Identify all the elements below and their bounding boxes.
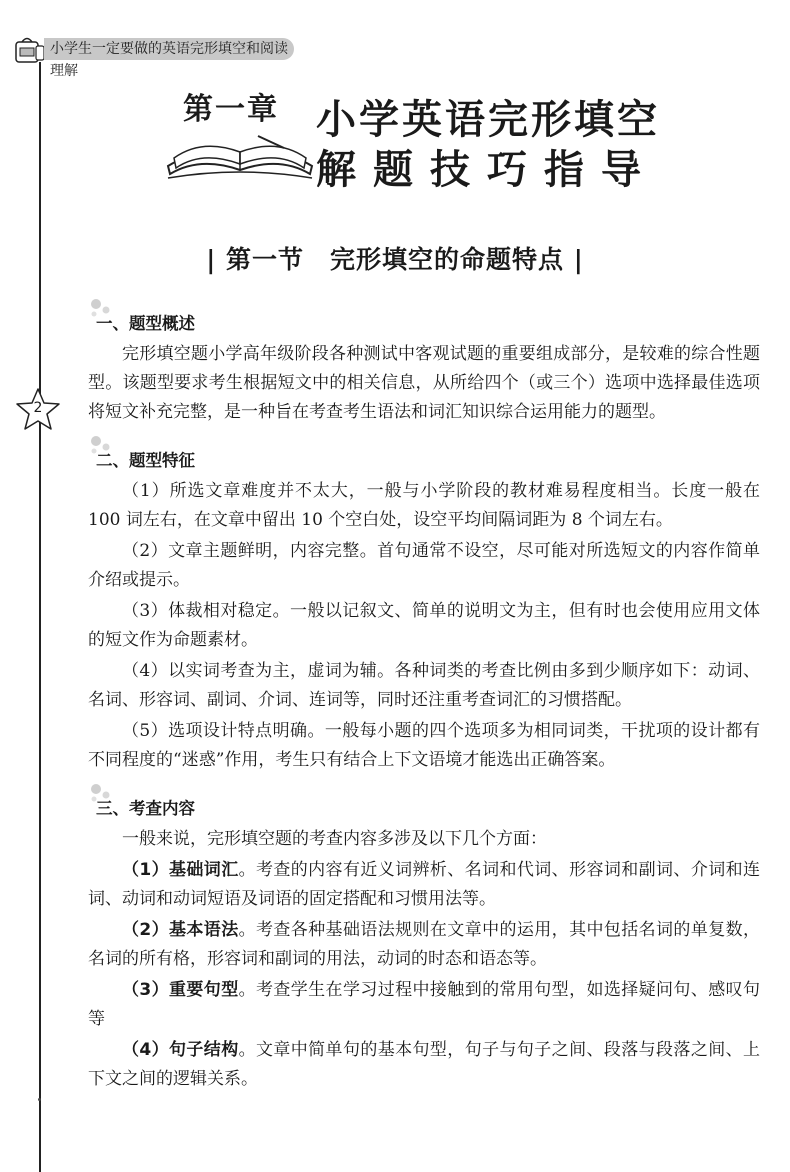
list-item: （4）以实词考查为主，虚词为辅。各种词类的考查比例由多到少顺序如下：动词、名词、形容词、副词、介词、连词等，同时还注重考查词汇的习惯搭配。	[88, 661, 760, 710]
decorative-dots-icon	[88, 435, 116, 459]
margin-dot	[38, 1098, 41, 1101]
list-item	[88, 1036, 760, 1094]
list-item: （3）体裁相对稳定。一般以记叙文、简单的说明文为主，但有时也会使用应用文体的短文作为命题素材。	[88, 601, 760, 650]
page-number: 2	[33, 400, 43, 416]
section-block-3	[88, 795, 760, 1094]
margin-line	[39, 62, 41, 1172]
section-block-2	[88, 447, 760, 775]
list-item	[88, 856, 760, 914]
running-title: 小学生一定要做的英语完形填空和阅读理解	[44, 38, 294, 60]
chapter-title-line1: 小学英语完形填空	[316, 97, 660, 143]
running-header	[8, 34, 308, 79]
chapter-label: 第一章	[183, 92, 279, 127]
list-item: （2）文章主题鲜明，内容完整。首句通常不设空，尽可能对所选短文的内容作简单介绍或提示。	[88, 541, 760, 590]
list-item: （5）选项设计特点明确。一般每小题的四个选项多为相同词类，干扰项的设计都有不同程度的“迷惑”作用，考生只有结合上下文语境才能选出正确答案。	[88, 721, 760, 770]
heading-overview: 一、题型概述	[96, 314, 195, 333]
paragraph-intro: 一般来说，完形填空题的考查内容多涉及以下几个方面：	[122, 829, 547, 849]
item-lead: （4）句子结构	[122, 1040, 239, 1060]
heading-features: 二、题型特征	[96, 451, 195, 470]
schoolbag-icon	[12, 34, 46, 64]
section-block-1	[88, 310, 760, 427]
paragraph-overview: 完形填空题小学高年级阶段各种测试中客观试题的重要组成部分，是较难的综合性题型。该题型要求考生根据短文中的相关信息，从所给四个（或三个）选项中选择最佳选项将短文补充完整，是一种旨在考查考生语法和词汇知识综合运用能力的题型。	[88, 344, 760, 422]
item-text: 。考查各种基础语法规则在文章中的运用，其中包括名词的单复数，名词的所有格，形容词和副词的用法，动词的时态和语态等。	[88, 920, 760, 969]
body-content	[88, 310, 760, 1096]
list-item: （1）所选文章难度并不太大，一般与小学阶段的教材难易程度相当。长度一般在 100 词左右，在文章中留出 10 个空白处，设空平均间隔词距为 8 个词左右。	[88, 481, 760, 530]
item-lead: （1）基础词汇	[122, 860, 239, 880]
heading-content: 三、考查内容	[96, 799, 195, 818]
chapter-title-line2: 解题技巧指导	[316, 147, 658, 193]
item-text: 。考查的内容有近义词辨析、名词和代词、形容词和副词、介词和连词、动词和动词短语及词语的固定搭配和习惯用法等。	[88, 860, 760, 909]
section-heading: | 第一节 完形填空的命题特点 |	[206, 245, 584, 274]
decorative-dots-icon	[88, 783, 116, 807]
item-lead: （3）重要句型	[122, 980, 239, 1000]
decorative-dots-icon	[88, 298, 116, 322]
list-item	[88, 916, 760, 974]
item-lead: （2）基本语法	[122, 920, 239, 940]
list-item	[88, 976, 760, 1034]
item-text: 。文章中简单句的基本句型，句子与句子之间、段落与段落之间、上下文之间的逻辑关系。	[88, 1040, 760, 1089]
item-text: 。考查学生在学习过程中接触到的常用句型，如选择疑问句、感叹句等	[88, 980, 760, 1029]
